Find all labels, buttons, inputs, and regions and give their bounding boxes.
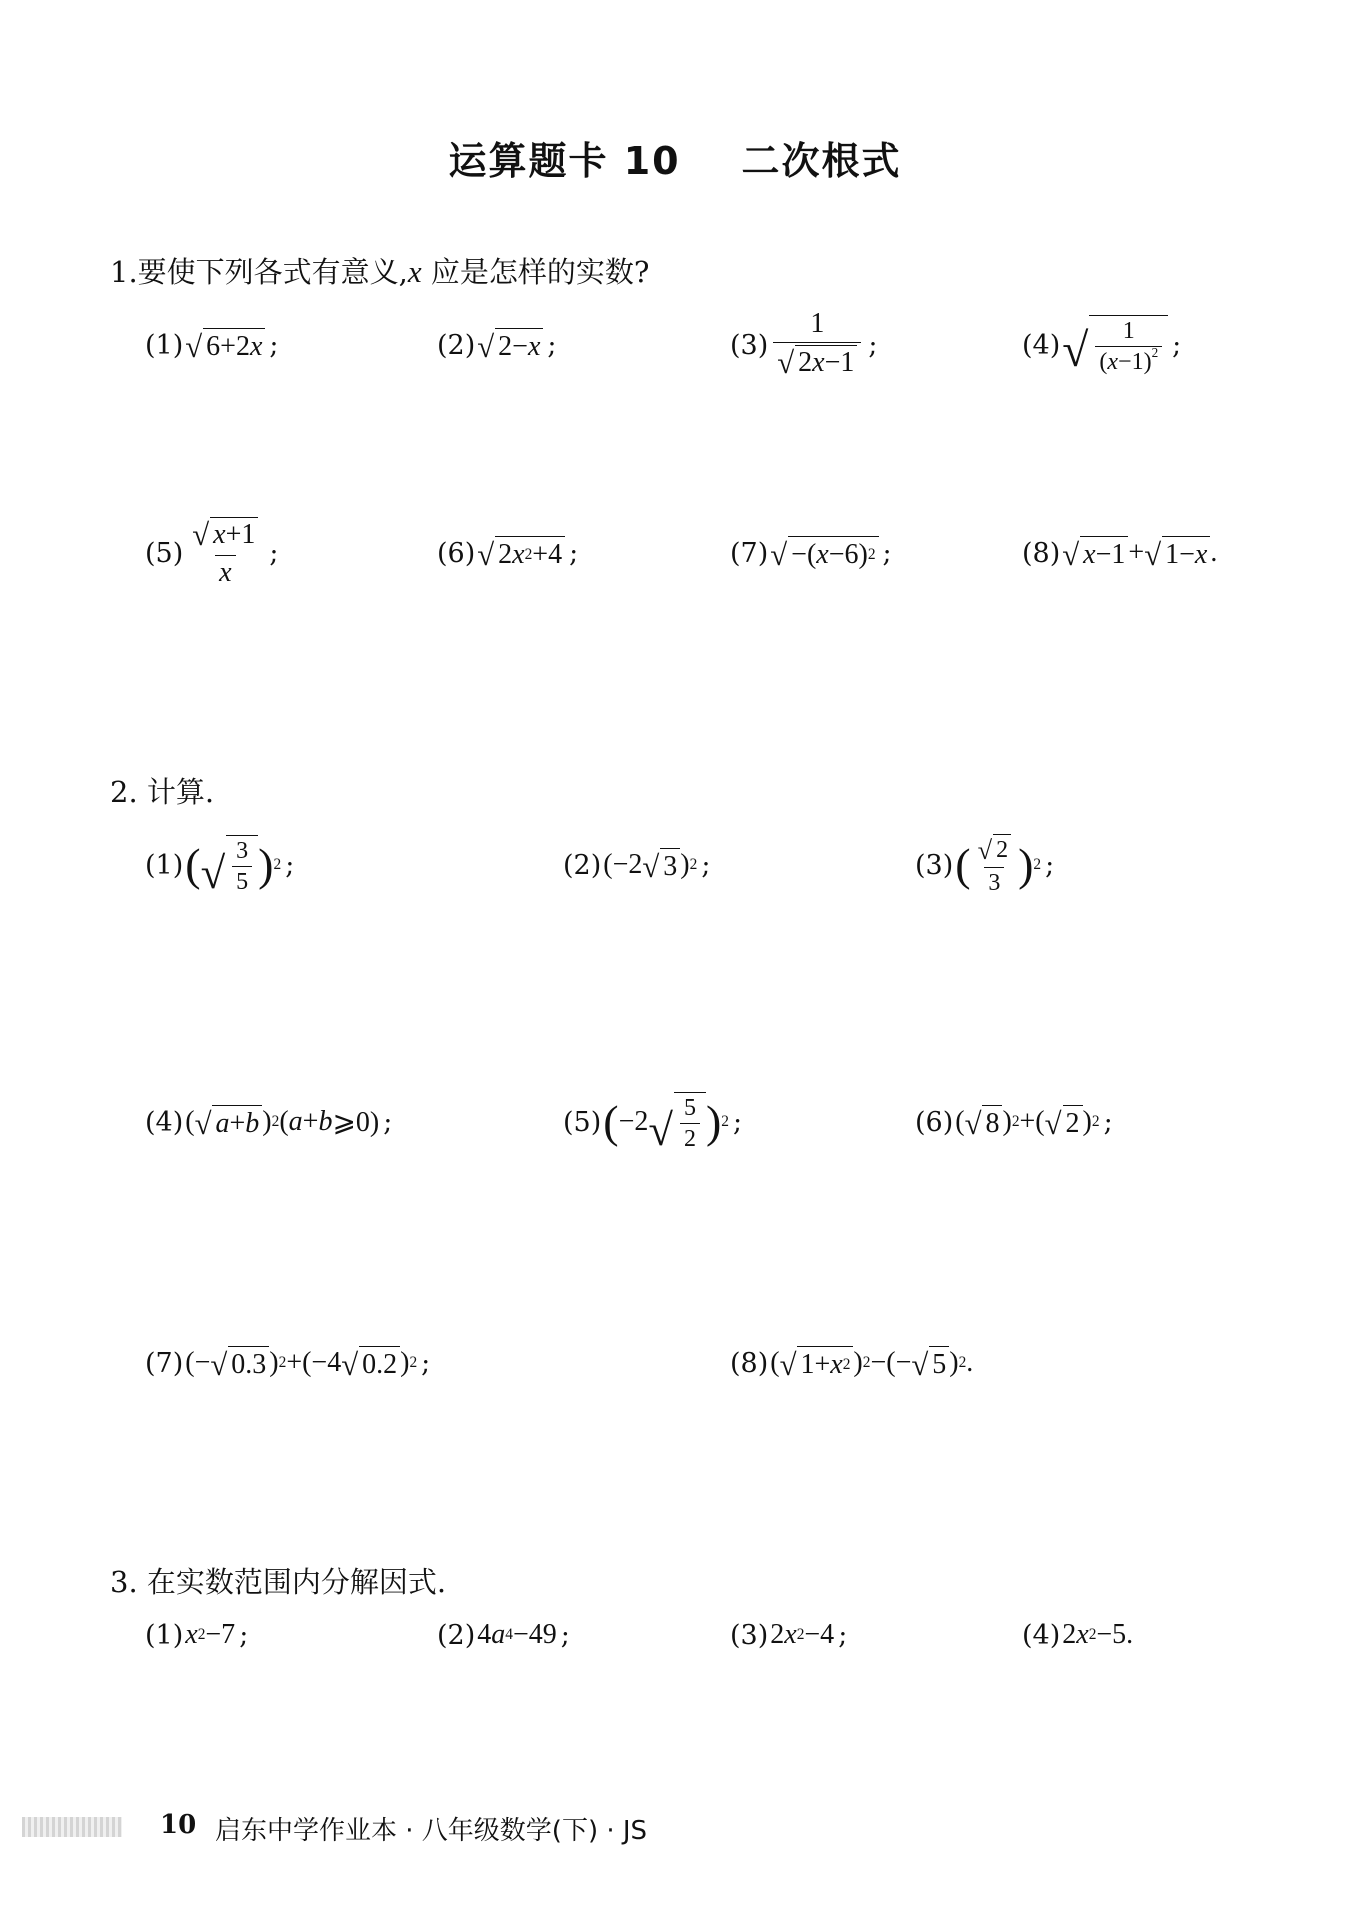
q2-item-5: (5) ( −2 √ $\frac{5}{2}$ ) 2 ; bbox=[563, 1077, 742, 1167]
item-label: (2) bbox=[563, 849, 602, 881]
math-expression: √ 2 x 2 +4 bbox=[477, 536, 565, 571]
math-expression: √ 2− x bbox=[477, 328, 543, 363]
q1-item-7: (7) √ −( x −6) 2 ; bbox=[730, 537, 892, 572]
math-expression: √ $\frac{1}{(x-1)^2}$ bbox=[1062, 315, 1168, 376]
item-label: (8) bbox=[730, 1347, 769, 1379]
math-expression: (−2 √ 3 ) 2 bbox=[603, 849, 698, 884]
question-1-row-1 bbox=[0, 300, 1350, 390]
item-label: (5) bbox=[145, 537, 184, 569]
math-expression: √ −( x −6) 2 bbox=[770, 536, 878, 571]
page-number: 10 bbox=[160, 1810, 197, 1840]
math-expression: ( √ 1+ x 2 ) 2 −(− √ 5 ) 2 . bbox=[770, 1347, 974, 1382]
item-label: (5) bbox=[563, 1106, 602, 1138]
q2-item-4: (4) ( √ a + b ) 2 ( a + b ⩾0) ; bbox=[145, 1106, 393, 1141]
q3-item-4 bbox=[1022, 1590, 1133, 1680]
question-3-row-1 bbox=[0, 1590, 1350, 1680]
item-label: (3) bbox=[915, 849, 954, 881]
math-expression: (− √ 0.3 ) 2 +(−4 √ 0.2 ) 2 bbox=[185, 1347, 418, 1382]
q1-item-6: (6) √ 2 x 2 +4 ; bbox=[437, 537, 579, 572]
math-expression: ( √ a + b ) 2 ( a + b ⩾0) bbox=[185, 1106, 380, 1141]
item-label: (8) bbox=[1022, 537, 1061, 569]
q1-item-3: (3) 1 √ 2 x −1 ; bbox=[730, 308, 878, 380]
item-label: (4) bbox=[145, 1106, 184, 1138]
question-variable: x bbox=[407, 254, 422, 289]
q1-item-4: (4) √ $\frac{1}{(x-1)^2}$ ; bbox=[1022, 300, 1181, 390]
item-label: (1) bbox=[145, 849, 184, 881]
item-label: (4) bbox=[1022, 1619, 1061, 1651]
q1-item-8 bbox=[1022, 508, 1217, 598]
question-2-heading: 2. 计算. bbox=[110, 775, 215, 809]
math-expression: 2 x 2 −5. bbox=[1062, 1619, 1134, 1650]
item-label: (1) bbox=[145, 1619, 184, 1651]
math-expression: 1 √ 2 x −1 bbox=[770, 309, 864, 381]
q2-item-6: (6) ( √ 8 ) 2 +( √ 2 ) 2 ; bbox=[915, 1106, 1113, 1141]
q1-item-1: (1) √ 6+2 x ; bbox=[145, 329, 279, 364]
question-1-heading bbox=[110, 250, 649, 291]
q3-item-2: (2) 4 a 4 −49 ; bbox=[437, 1619, 570, 1651]
question-2-row-1 bbox=[0, 820, 1350, 910]
math-expression: ( √ 8 ) 2 +( √ 2 ) 2 bbox=[955, 1106, 1100, 1141]
q2-item-3: (3) ( √ 2 3 ) 2 ; bbox=[915, 834, 1055, 896]
item-label: (7) bbox=[730, 537, 769, 569]
math-expression: ( √ 2 3 ) 2 bbox=[955, 834, 1042, 896]
math-expression: 2 x 2 −4 bbox=[770, 1619, 835, 1650]
math-expression: ( √ $\frac{3}{5}$ ) 2 bbox=[185, 835, 281, 896]
question-number: 1. bbox=[110, 255, 138, 289]
scan-artifact-strip bbox=[22, 1817, 122, 1837]
q3-item-3: (3) 2 x 2 −4 ; bbox=[730, 1619, 848, 1651]
math-expression: ( −2 √ $\frac{5}{2}$ ) 2 bbox=[603, 1092, 729, 1153]
page-title: 运算题卡 10 二次根式 bbox=[448, 139, 902, 183]
question-3-heading: 3. 在实数范围内分解因式. bbox=[110, 1565, 447, 1599]
item-label: (1) bbox=[145, 329, 184, 361]
math-expression: x 2 −7 bbox=[185, 1619, 236, 1650]
item-label: (3) bbox=[730, 329, 769, 361]
math-expression: 4 a 4 −49 bbox=[477, 1619, 557, 1650]
math-expression: √ 6+2 x bbox=[185, 328, 265, 363]
math-expression: √ x +1 x bbox=[185, 517, 265, 589]
question-1-row-2 bbox=[0, 508, 1350, 598]
item-label: (6) bbox=[437, 537, 476, 569]
q1-item-2: (2) √ 2− x ; bbox=[437, 329, 557, 364]
question-2-row-2 bbox=[0, 1077, 1350, 1167]
q2-item-1: (1) ( √ $\frac{3}{5}$ ) 2 ; bbox=[145, 820, 294, 910]
book-footer: 启东中学作业本 · 八年级数学(下) · JS bbox=[215, 1816, 648, 1846]
item-label: (2) bbox=[437, 329, 476, 361]
q1-item-5: (5) √ x +1 x ; bbox=[145, 518, 279, 588]
item-label: (3) bbox=[730, 1619, 769, 1651]
math-expression: √ x −1 + √ 1− x . bbox=[1062, 537, 1218, 572]
q2-item-8 bbox=[730, 1318, 973, 1408]
q3-item-1: (1) x 2 −7 ; bbox=[145, 1619, 249, 1651]
q2-item-2: (2) (−2 √ 3 ) 2 ; bbox=[563, 849, 711, 884]
item-label: (2) bbox=[437, 1619, 476, 1651]
item-label: (4) bbox=[1022, 329, 1061, 361]
question-text: 要使下列各式有意义, bbox=[137, 255, 408, 289]
item-label: (6) bbox=[915, 1106, 954, 1138]
q2-item-7: (7) (− √ 0.3 ) 2 +(−4 √ 0.2 ) 2 ; bbox=[145, 1347, 431, 1382]
question-text-rest: 应是怎样的实数? bbox=[421, 255, 650, 289]
question-2-row-3 bbox=[0, 1318, 1350, 1408]
item-label: (7) bbox=[145, 1347, 184, 1379]
